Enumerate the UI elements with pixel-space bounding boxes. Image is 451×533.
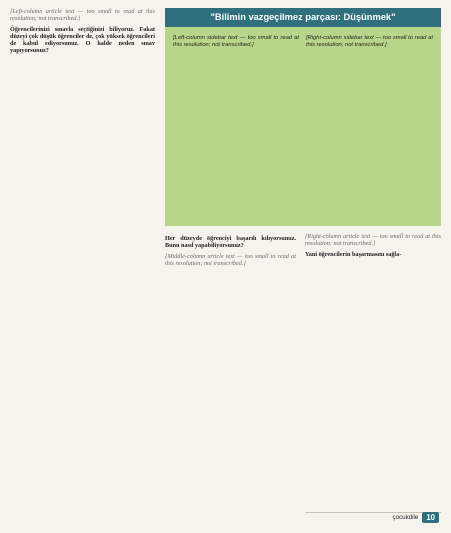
sidebar-title: "Bilimin vazgeçilmez parçası: Düşünmek"	[165, 8, 441, 27]
sidebar-column-2: [Right-column sidebar text — too small to read at this resolution; not transcribed.]	[306, 35, 433, 49]
article-right-text: [Right-column article text — too small to read at this resolution; not transcribed.]	[305, 233, 441, 248]
page-number: 10	[422, 512, 439, 523]
page-footer	[393, 512, 439, 523]
sidebar-column-1: [Left-column sidebar text — too small to read at this resolution; not transcribed.]	[173, 35, 299, 49]
article-middle-column	[165, 233, 296, 506]
article-middle-text: [Middle-column article text — too small to read at this resolution; not transcribed.]	[165, 252, 296, 267]
article-left-column	[10, 8, 155, 506]
interview-question-1: Öğrencilerinizi sınavla seçtiğinizi biliyoruz. Fakat düzeyi çok düşük öğrenciler de, çok yüksek öğrencileri de kabul ediyorsunuz. O halde neden sınav yapıyorsunuz?	[10, 25, 155, 55]
magazine-name: çocukdile	[392, 514, 419, 521]
interview-question-2: Her düzeyde öğrenciyi başarılı kılıyorsunuz. Bunu nasıl yapabiliyorsunuz?	[165, 235, 296, 250]
article-right-column	[305, 233, 441, 506]
article-left-text: [Left-column article text — too small to read at this resolution; not transcribed.]	[10, 8, 155, 23]
article-closing-line: Yani öğrencilerin başarmasını sağla-	[305, 250, 402, 258]
sidebar-box	[165, 8, 441, 226]
